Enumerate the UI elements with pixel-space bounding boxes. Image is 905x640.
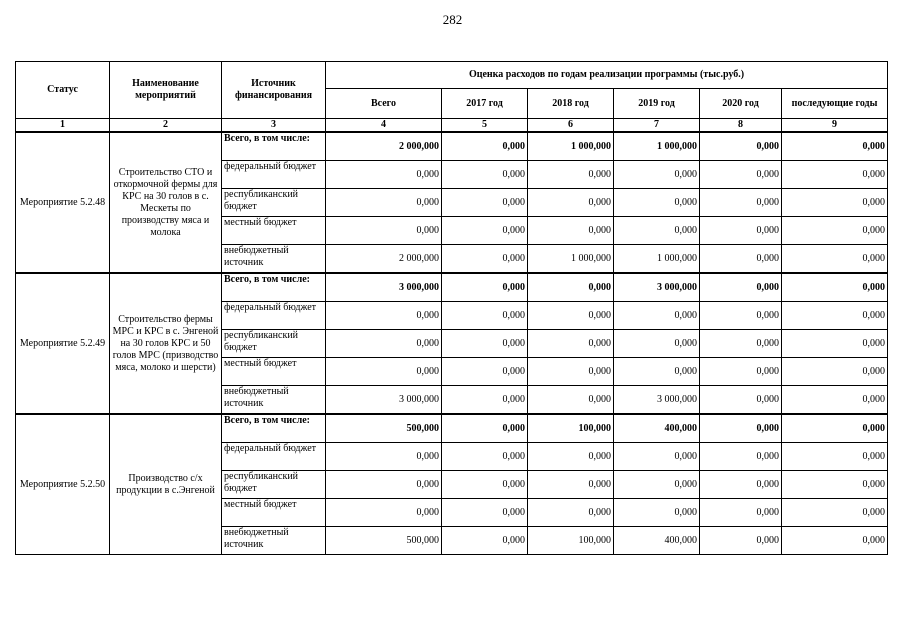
amount-cell: 0,000	[700, 499, 782, 527]
amount-cell: 0,000	[700, 161, 782, 189]
amount-cell: 0,000	[782, 217, 888, 245]
amount-cell: 0,000	[442, 132, 528, 161]
header-total: Всего	[326, 89, 442, 119]
header-status: Статус	[16, 62, 110, 119]
amount-cell: 0,000	[326, 217, 442, 245]
amount-cell: 400,000	[614, 527, 700, 555]
funding-source: республиканский бюджет	[222, 330, 326, 358]
measure-name: Строительство СТО и откормочной фермы для КРС на 30 голов в с. Мескеты по производству мяса и молока	[110, 132, 222, 273]
header-2020: 2020 год	[700, 89, 782, 119]
amount-cell: 3 000,000	[614, 386, 700, 415]
funding-source: Всего, в том числе:	[222, 414, 326, 443]
amount-cell: 0,000	[700, 330, 782, 358]
amount-cell: 0,000	[782, 189, 888, 217]
amount-cell: 0,000	[700, 527, 782, 555]
measure-status: Мероприятие 5.2.49	[16, 273, 110, 414]
funding-source: местный бюджет	[222, 358, 326, 386]
amount-cell: 0,000	[442, 414, 528, 443]
amount-cell: 0,000	[528, 358, 614, 386]
header-2019: 2019 год	[614, 89, 700, 119]
amount-cell: 500,000	[326, 414, 442, 443]
funding-source: Всего, в том числе:	[222, 132, 326, 161]
amount-cell: 0,000	[528, 189, 614, 217]
amount-cell: 0,000	[528, 330, 614, 358]
amount-cell: 0,000	[782, 471, 888, 499]
amount-cell: 0,000	[700, 217, 782, 245]
column-number: 6	[528, 119, 614, 133]
amount-cell: 500,000	[326, 527, 442, 555]
amount-cell: 0,000	[782, 358, 888, 386]
amount-cell: 0,000	[442, 471, 528, 499]
amount-cell: 0,000	[614, 471, 700, 499]
amount-cell: 0,000	[326, 443, 442, 471]
column-number: 9	[782, 119, 888, 133]
amount-cell: 0,000	[700, 358, 782, 386]
amount-cell: 0,000	[442, 217, 528, 245]
measure-status: Мероприятие 5.2.48	[16, 132, 110, 273]
funding-source: республиканский бюджет	[222, 189, 326, 217]
amount-cell: 1 000,000	[614, 132, 700, 161]
amount-cell: 0,000	[326, 302, 442, 330]
amount-cell: 0,000	[442, 443, 528, 471]
amount-cell: 0,000	[700, 443, 782, 471]
amount-cell: 0,000	[614, 161, 700, 189]
measure-name: Производство с/х продукции в с.Энгеной	[110, 414, 222, 555]
amount-cell: 0,000	[528, 443, 614, 471]
amount-cell: 0,000	[528, 273, 614, 302]
amount-cell: 0,000	[782, 161, 888, 189]
funding-source: внебюджетный источник	[222, 245, 326, 274]
amount-cell: 0,000	[700, 414, 782, 443]
measure-status: Мероприятие 5.2.50	[16, 414, 110, 555]
amount-cell: 0,000	[442, 161, 528, 189]
amount-cell: 1 000,000	[528, 132, 614, 161]
column-number: 7	[614, 119, 700, 133]
measure-name: Строительство фермы МРС и КРС в с. Энгеной на 30 голов КРС и 50 голов МРС (призводство мяса, молоко и шерсти)	[110, 273, 222, 414]
amount-cell: 0,000	[782, 132, 888, 161]
budget-table	[15, 61, 888, 555]
amount-cell: 3 000,000	[326, 386, 442, 415]
amount-cell: 0,000	[528, 386, 614, 415]
table-body	[16, 132, 888, 555]
amount-cell: 400,000	[614, 414, 700, 443]
amount-cell: 0,000	[614, 499, 700, 527]
amount-cell: 0,000	[614, 443, 700, 471]
amount-cell: 0,000	[614, 358, 700, 386]
amount-cell: 0,000	[782, 443, 888, 471]
amount-cell: 0,000	[442, 273, 528, 302]
column-number: 2	[110, 119, 222, 133]
amount-cell: 100,000	[528, 527, 614, 555]
amount-cell: 0,000	[614, 189, 700, 217]
funding-source: Всего, в том числе:	[222, 273, 326, 302]
amount-cell: 3 000,000	[326, 273, 442, 302]
header-estimate: Оценка расходов по годам реализации программы (тыс.руб.)	[326, 62, 888, 89]
funding-source: местный бюджет	[222, 217, 326, 245]
amount-cell: 0,000	[528, 499, 614, 527]
table-row	[16, 273, 888, 302]
amount-cell: 0,000	[782, 499, 888, 527]
amount-cell: 0,000	[326, 499, 442, 527]
amount-cell: 0,000	[700, 245, 782, 274]
table-row	[16, 414, 888, 443]
header-2018: 2018 год	[528, 89, 614, 119]
amount-cell: 0,000	[782, 273, 888, 302]
amount-cell: 0,000	[442, 189, 528, 217]
amount-cell: 0,000	[614, 330, 700, 358]
amount-cell: 0,000	[782, 330, 888, 358]
amount-cell: 0,000	[442, 358, 528, 386]
amount-cell: 0,000	[326, 330, 442, 358]
funding-source: внебюджетный источник	[222, 527, 326, 555]
amount-cell: 0,000	[782, 245, 888, 274]
header-source: Источник финансирования	[222, 62, 326, 119]
funding-source: местный бюджет	[222, 499, 326, 527]
amount-cell: 0,000	[326, 189, 442, 217]
amount-cell: 0,000	[528, 217, 614, 245]
amount-cell: 0,000	[528, 161, 614, 189]
amount-cell: 0,000	[782, 414, 888, 443]
column-number: 1	[16, 119, 110, 133]
amount-cell: 0,000	[614, 302, 700, 330]
amount-cell: 2 000,000	[326, 245, 442, 274]
funding-source: республиканский бюджет	[222, 471, 326, 499]
amount-cell: 0,000	[700, 471, 782, 499]
amount-cell: 0,000	[782, 527, 888, 555]
header-2017: 2017 год	[442, 89, 528, 119]
amount-cell: 0,000	[528, 471, 614, 499]
page-number: 282	[442, 12, 463, 27]
funding-source: федеральный бюджет	[222, 302, 326, 330]
amount-cell: 100,000	[528, 414, 614, 443]
amount-cell: 0,000	[700, 386, 782, 415]
amount-cell: 0,000	[326, 161, 442, 189]
column-number: 5	[442, 119, 528, 133]
header-later: последующие годы	[782, 89, 888, 119]
amount-cell: 0,000	[326, 471, 442, 499]
amount-cell: 0,000	[782, 386, 888, 415]
amount-cell: 1 000,000	[528, 245, 614, 274]
amount-cell: 0,000	[782, 302, 888, 330]
amount-cell: 0,000	[442, 527, 528, 555]
table-row	[16, 132, 888, 161]
funding-source: федеральный бюджет	[222, 443, 326, 471]
amount-cell: 3 000,000	[614, 273, 700, 302]
column-number: 4	[326, 119, 442, 133]
amount-cell: 0,000	[442, 302, 528, 330]
amount-cell: 0,000	[442, 330, 528, 358]
amount-cell: 0,000	[442, 499, 528, 527]
amount-cell: 0,000	[528, 302, 614, 330]
column-number: 3	[222, 119, 326, 133]
header-name: Наименование мероприятий	[110, 62, 222, 119]
funding-source: внебюджетный источник	[222, 386, 326, 415]
amount-cell: 0,000	[700, 132, 782, 161]
amount-cell: 1 000,000	[614, 245, 700, 274]
amount-cell: 0,000	[700, 189, 782, 217]
column-number: 8	[700, 119, 782, 133]
column-number-row	[16, 119, 888, 133]
amount-cell: 0,000	[700, 302, 782, 330]
amount-cell: 0,000	[700, 273, 782, 302]
amount-cell: 0,000	[614, 217, 700, 245]
amount-cell: 0,000	[442, 386, 528, 415]
amount-cell: 0,000	[326, 358, 442, 386]
amount-cell: 0,000	[442, 245, 528, 274]
funding-source: федеральный бюджет	[222, 161, 326, 189]
amount-cell: 2 000,000	[326, 132, 442, 161]
